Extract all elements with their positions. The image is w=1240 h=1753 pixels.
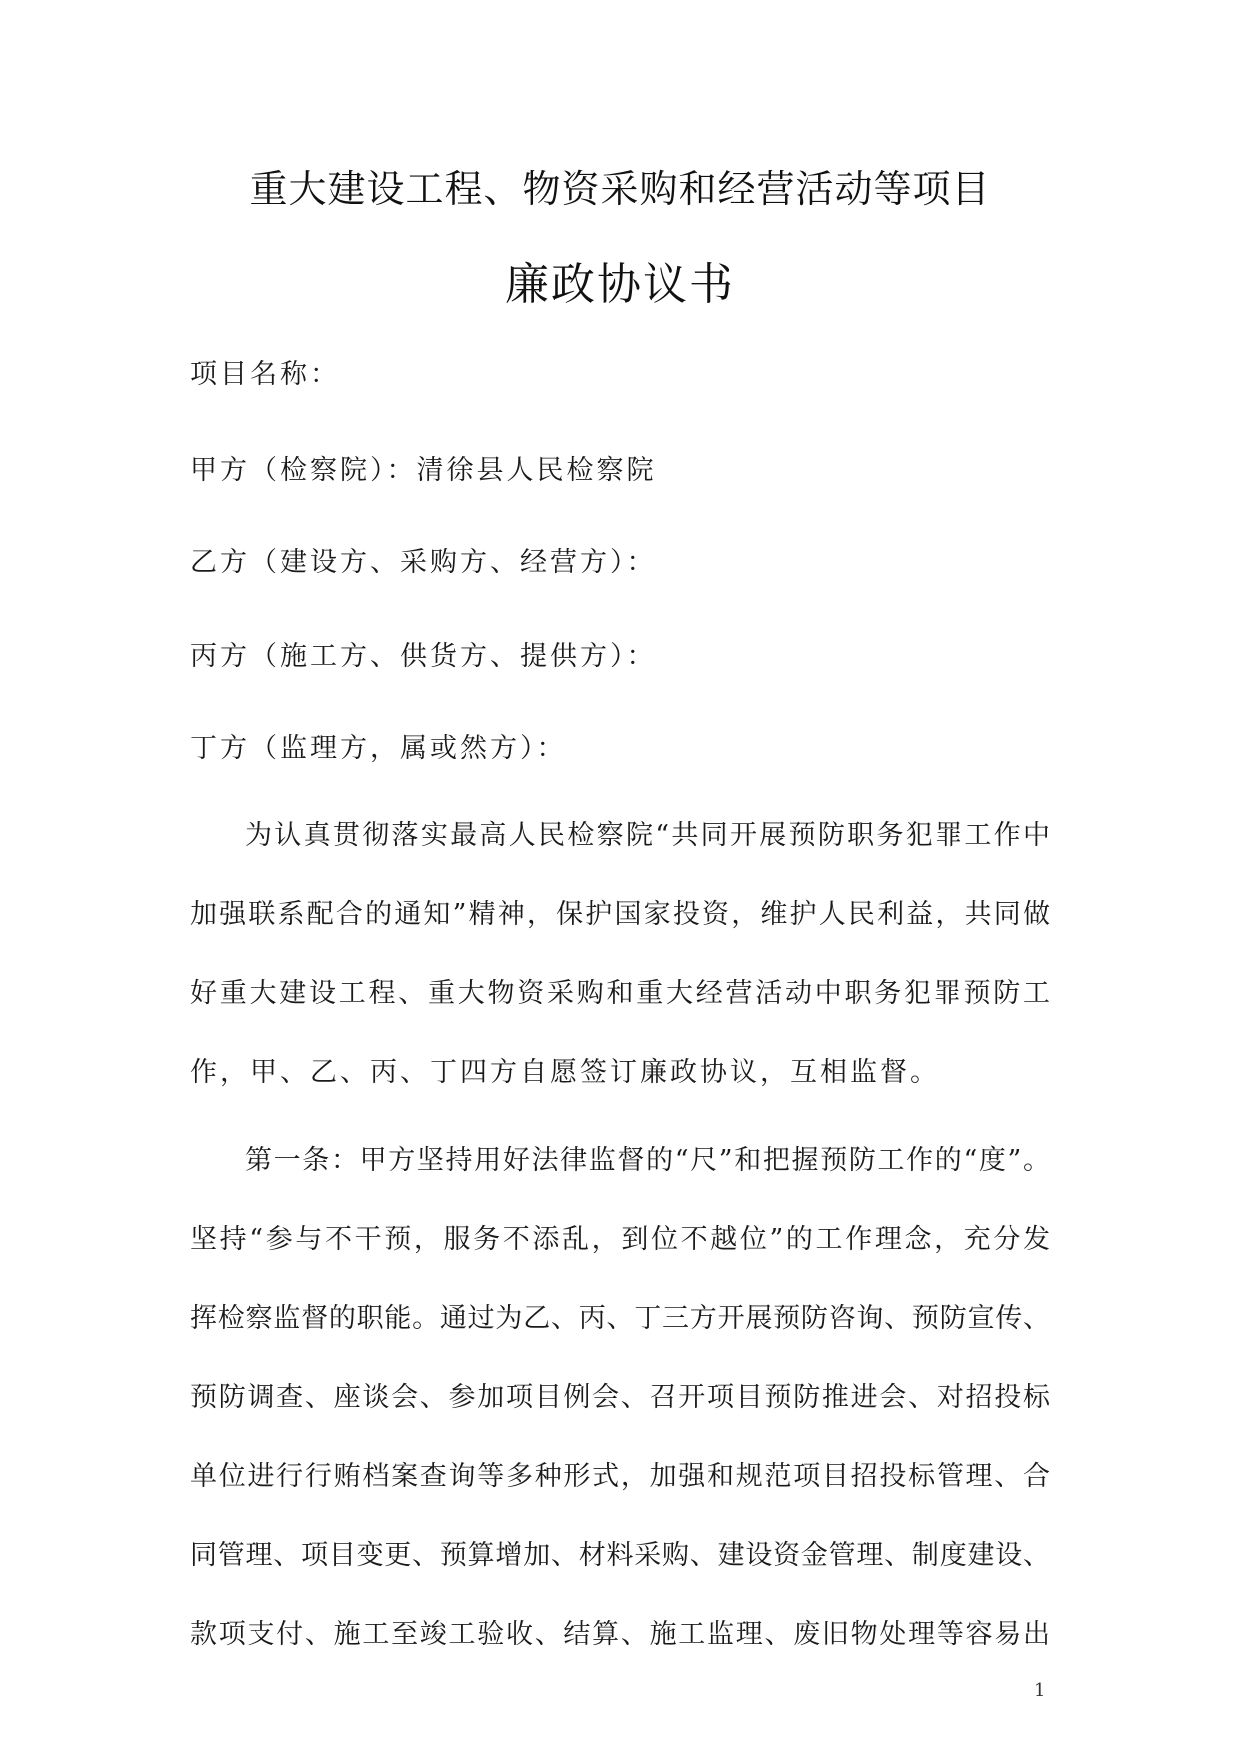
party-d-field: 丁方（监理方，属或然方）： [190,733,567,764]
article-1-line: 款项支付、施工至竣工验收、结算、施工监理、废旧物处理等容易出 [190,1619,1050,1650]
article-1-line: 坚持“参与不干预，服务不添乱，到位不越位”的工作理念，充分发 [190,1224,1050,1255]
party-a-field: 甲方（检察院）：清徐县人民检察院 [190,455,657,486]
article-1-line: 同管理、项目变更、预算增加、材料采购、建设资金管理、制度建设、 [190,1540,1050,1571]
party-b-field: 乙方（建设方、采购方、经营方）： [190,547,657,578]
article-1-line: 单位进行行贿档案查询等多种形式，加强和规范项目招投标管理、合 [190,1461,1050,1492]
article-1-line: 挥检察监督的职能。通过为乙、丙、丁三方开展预防咨询、预防宣传、 [190,1303,1050,1334]
intro-paragraph-line: 作，甲、乙、丙、丁四方自愿签订廉政协议，互相监督。 [190,1057,940,1088]
intro-paragraph-line: 好重大建设工程、重大物资采购和重大经营活动中职务犯罪预防工 [190,978,1050,1009]
page-number: 1 [1034,1680,1046,1701]
article-1-line: 第一条：甲方坚持用好法律监督的“尺”和把握预防工作的“度”。 [245,1145,1050,1176]
document-title: 重大建设工程、物资采购和经营活动等项目 [249,167,991,211]
project-name-field: 项目名称： [190,359,340,390]
intro-paragraph-line: 加强联系配合的通知”精神，保护国家投资，维护人民利益，共同做 [190,899,1050,930]
intro-paragraph-line: 为认真贯彻落实最高人民检察院“共同开展预防职务犯罪工作中 [245,820,1050,851]
article-1-line: 预防调查、座谈会、参加项目例会、召开项目预防推进会、对招投标 [190,1382,1050,1413]
document-subtitle: 廉政协议书 [505,259,735,310]
party-c-field: 丙方（施工方、供货方、提供方）： [190,641,657,672]
